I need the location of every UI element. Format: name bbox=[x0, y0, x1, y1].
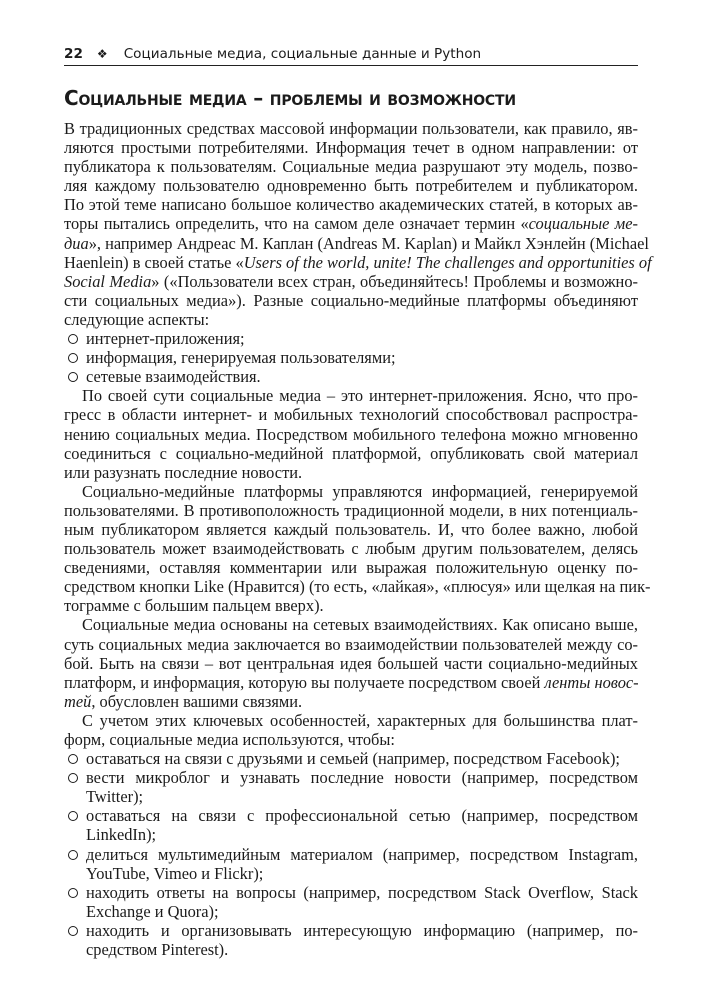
list-item-text: делиться мультимедийным материалом (например, посредством Instagram, bbox=[86, 844, 638, 864]
text-line: Социально-медийные платформы управляются информацией, генерируемой bbox=[82, 481, 638, 501]
text-line: По своей сути социальные медиа – это интернет-приложения. Ясно, что про- bbox=[82, 386, 638, 406]
list-item-text: вести микроблог и узнавать последние новости (например, посредством bbox=[86, 768, 638, 788]
italic-term: тей bbox=[64, 691, 92, 711]
list-item bbox=[64, 806, 638, 844]
list-item-text: LinkedIn); bbox=[86, 825, 157, 845]
text-line: Социальные медиа основаны на сетевых взаимодействиях. Как описано выше, bbox=[82, 615, 638, 635]
list-item-text: Exchange и Quora); bbox=[86, 901, 219, 921]
circle-bullet-icon bbox=[68, 754, 78, 764]
text-line: тограмме с большим пальцем вверх). bbox=[64, 596, 324, 616]
italic-title: Users of the world, unite! The challenges and opportunities of bbox=[243, 252, 652, 272]
text-line: средством кнопки Like (Нравится) (то есть, «лайкая», «плюсуя» или щелкая на пик- bbox=[64, 577, 651, 597]
text-line: ляются простыми потребителями. Информация течет в одном направлении: от bbox=[64, 138, 638, 158]
text-line: сведениями, оставляя комментарии или выражая положительную оценку по- bbox=[64, 558, 638, 578]
circle-bullet-icon bbox=[68, 850, 78, 860]
text-line: пользователь может взаимодействовать с любым другим пользователем, делясь bbox=[64, 539, 638, 559]
list-item bbox=[64, 367, 638, 386]
circle-bullet-icon bbox=[68, 811, 78, 821]
text-line: сти социальных медиа»). Разные социально-медийные платформы объединяют bbox=[64, 290, 638, 310]
text-run: , обусловлен вашими связями. bbox=[91, 691, 303, 711]
text-line bbox=[64, 692, 638, 711]
page-number: 22 bbox=[64, 46, 83, 62]
list-item-text: находить и организовывать интересующую информацию (например, по- bbox=[86, 920, 638, 940]
text-run: », например Андреас М. Каплан (Andreas M. Kaplan) и Майкл Хэнлейн (Michael bbox=[88, 233, 649, 253]
text-line: или разузнать последние новости. bbox=[64, 462, 303, 482]
paragraph-1 bbox=[64, 119, 652, 329]
text-line bbox=[64, 214, 638, 233]
list-item bbox=[64, 329, 638, 348]
text-run: » («Пользователи всех стран, объединяйтесь! Проблемы и возможно- bbox=[151, 271, 638, 291]
list-item-text: сетевые взаимодействия. bbox=[86, 367, 261, 387]
list-item-text: оставаться на связи с профессиональной сетью (например, посредством bbox=[86, 806, 638, 826]
text-line: бой. Быть на связи – вот центральная идея большей части социально-медийных bbox=[64, 653, 638, 673]
list-item bbox=[64, 921, 638, 959]
text-line: нению социальных медиа. Посредством мобильного телефона можно мгновенно bbox=[64, 424, 638, 444]
running-header bbox=[64, 46, 638, 66]
list-item-text: находить ответы на вопросы (например, посредством Stack Overflow, Stack bbox=[86, 882, 638, 902]
italic-title: Social Media bbox=[64, 271, 152, 291]
bullet-list-1 bbox=[64, 329, 638, 386]
text-line: следующие аспекты: bbox=[64, 309, 210, 329]
paragraph-5 bbox=[64, 711, 638, 749]
book-page bbox=[64, 46, 652, 960]
list-item-text: информация, генерируемая пользователями; bbox=[86, 348, 396, 368]
text-line bbox=[64, 272, 638, 291]
list-item bbox=[64, 749, 638, 768]
paragraph-2 bbox=[64, 386, 638, 481]
list-item bbox=[64, 348, 638, 367]
list-item-text: Twitter); bbox=[86, 787, 144, 807]
text-line: публикатора к пользователям. Социальные медиа разрушают эту модель, позво- bbox=[64, 157, 638, 177]
section-title: Социальные медиа – проблемы и возможности bbox=[64, 86, 516, 110]
circle-bullet-icon bbox=[68, 353, 78, 363]
list-item-text: интернет-приложения; bbox=[86, 329, 245, 349]
text-line bbox=[64, 673, 638, 692]
circle-bullet-icon bbox=[68, 334, 78, 344]
text-line: пользователями. В противоположность традиционной модели, в них потенциаль- bbox=[64, 500, 638, 520]
italic-term: социальные ме- bbox=[528, 214, 638, 234]
text-line: суть социальных медиа заключается во взаимодействии пользователей между со- bbox=[64, 634, 638, 654]
italic-term: ленты новос- bbox=[544, 672, 639, 692]
paragraph-3 bbox=[64, 481, 651, 616]
list-item-text: YouTube, Vimeo и Flickr); bbox=[86, 863, 264, 883]
text-line: В традиционных средствах массовой информации пользователи, как правило, яв- bbox=[64, 119, 638, 138]
list-item bbox=[64, 883, 638, 921]
text-line: ным публикатором является каждый пользователь. И, что более важно, любой bbox=[64, 519, 638, 539]
text-line: гресс в области интернет- и мобильных технологий способствовал распростра- bbox=[64, 405, 638, 425]
list-item bbox=[64, 768, 638, 806]
circle-bullet-icon bbox=[68, 372, 78, 382]
list-item-text: средством Pinterest). bbox=[86, 940, 229, 960]
text-run: платформ, и информация, которую вы получаете посредством своей bbox=[64, 672, 545, 692]
running-title: Социальные медиа, социальные данные и Python bbox=[123, 46, 482, 62]
italic-term: диа bbox=[64, 233, 89, 253]
text-line bbox=[64, 252, 652, 272]
circle-bullet-icon bbox=[68, 888, 78, 898]
bullet-list-2 bbox=[64, 749, 638, 959]
list-item bbox=[64, 845, 638, 883]
text-run: торы пытались определить, что на самом деле означает термин « bbox=[64, 214, 529, 234]
text-line: форм, социальные медиа используются, чтобы: bbox=[64, 730, 395, 749]
ornament-icon: ❖ bbox=[96, 47, 108, 61]
text-line: ляя каждому пользователю одновременно быть потребителем и публикатором. bbox=[64, 176, 638, 196]
text-line: По этой теме написано большое количество академических статей, в которых ав- bbox=[64, 195, 638, 215]
paragraph-4 bbox=[64, 615, 638, 710]
text-line: соединиться с социально-медийной платформой, опубликовать свой материал bbox=[64, 443, 638, 463]
text-line: С учетом этих ключевых особенностей, характерных для большинства плат- bbox=[82, 710, 638, 730]
text-run: Haenlein) в своей статье « bbox=[64, 252, 244, 272]
circle-bullet-icon bbox=[68, 926, 78, 936]
text-line bbox=[64, 233, 649, 253]
circle-bullet-icon bbox=[68, 773, 78, 783]
body-text bbox=[64, 119, 652, 960]
list-item-text: оставаться на связи с друзьями и семьей (например, посредством Facebook); bbox=[86, 749, 620, 769]
